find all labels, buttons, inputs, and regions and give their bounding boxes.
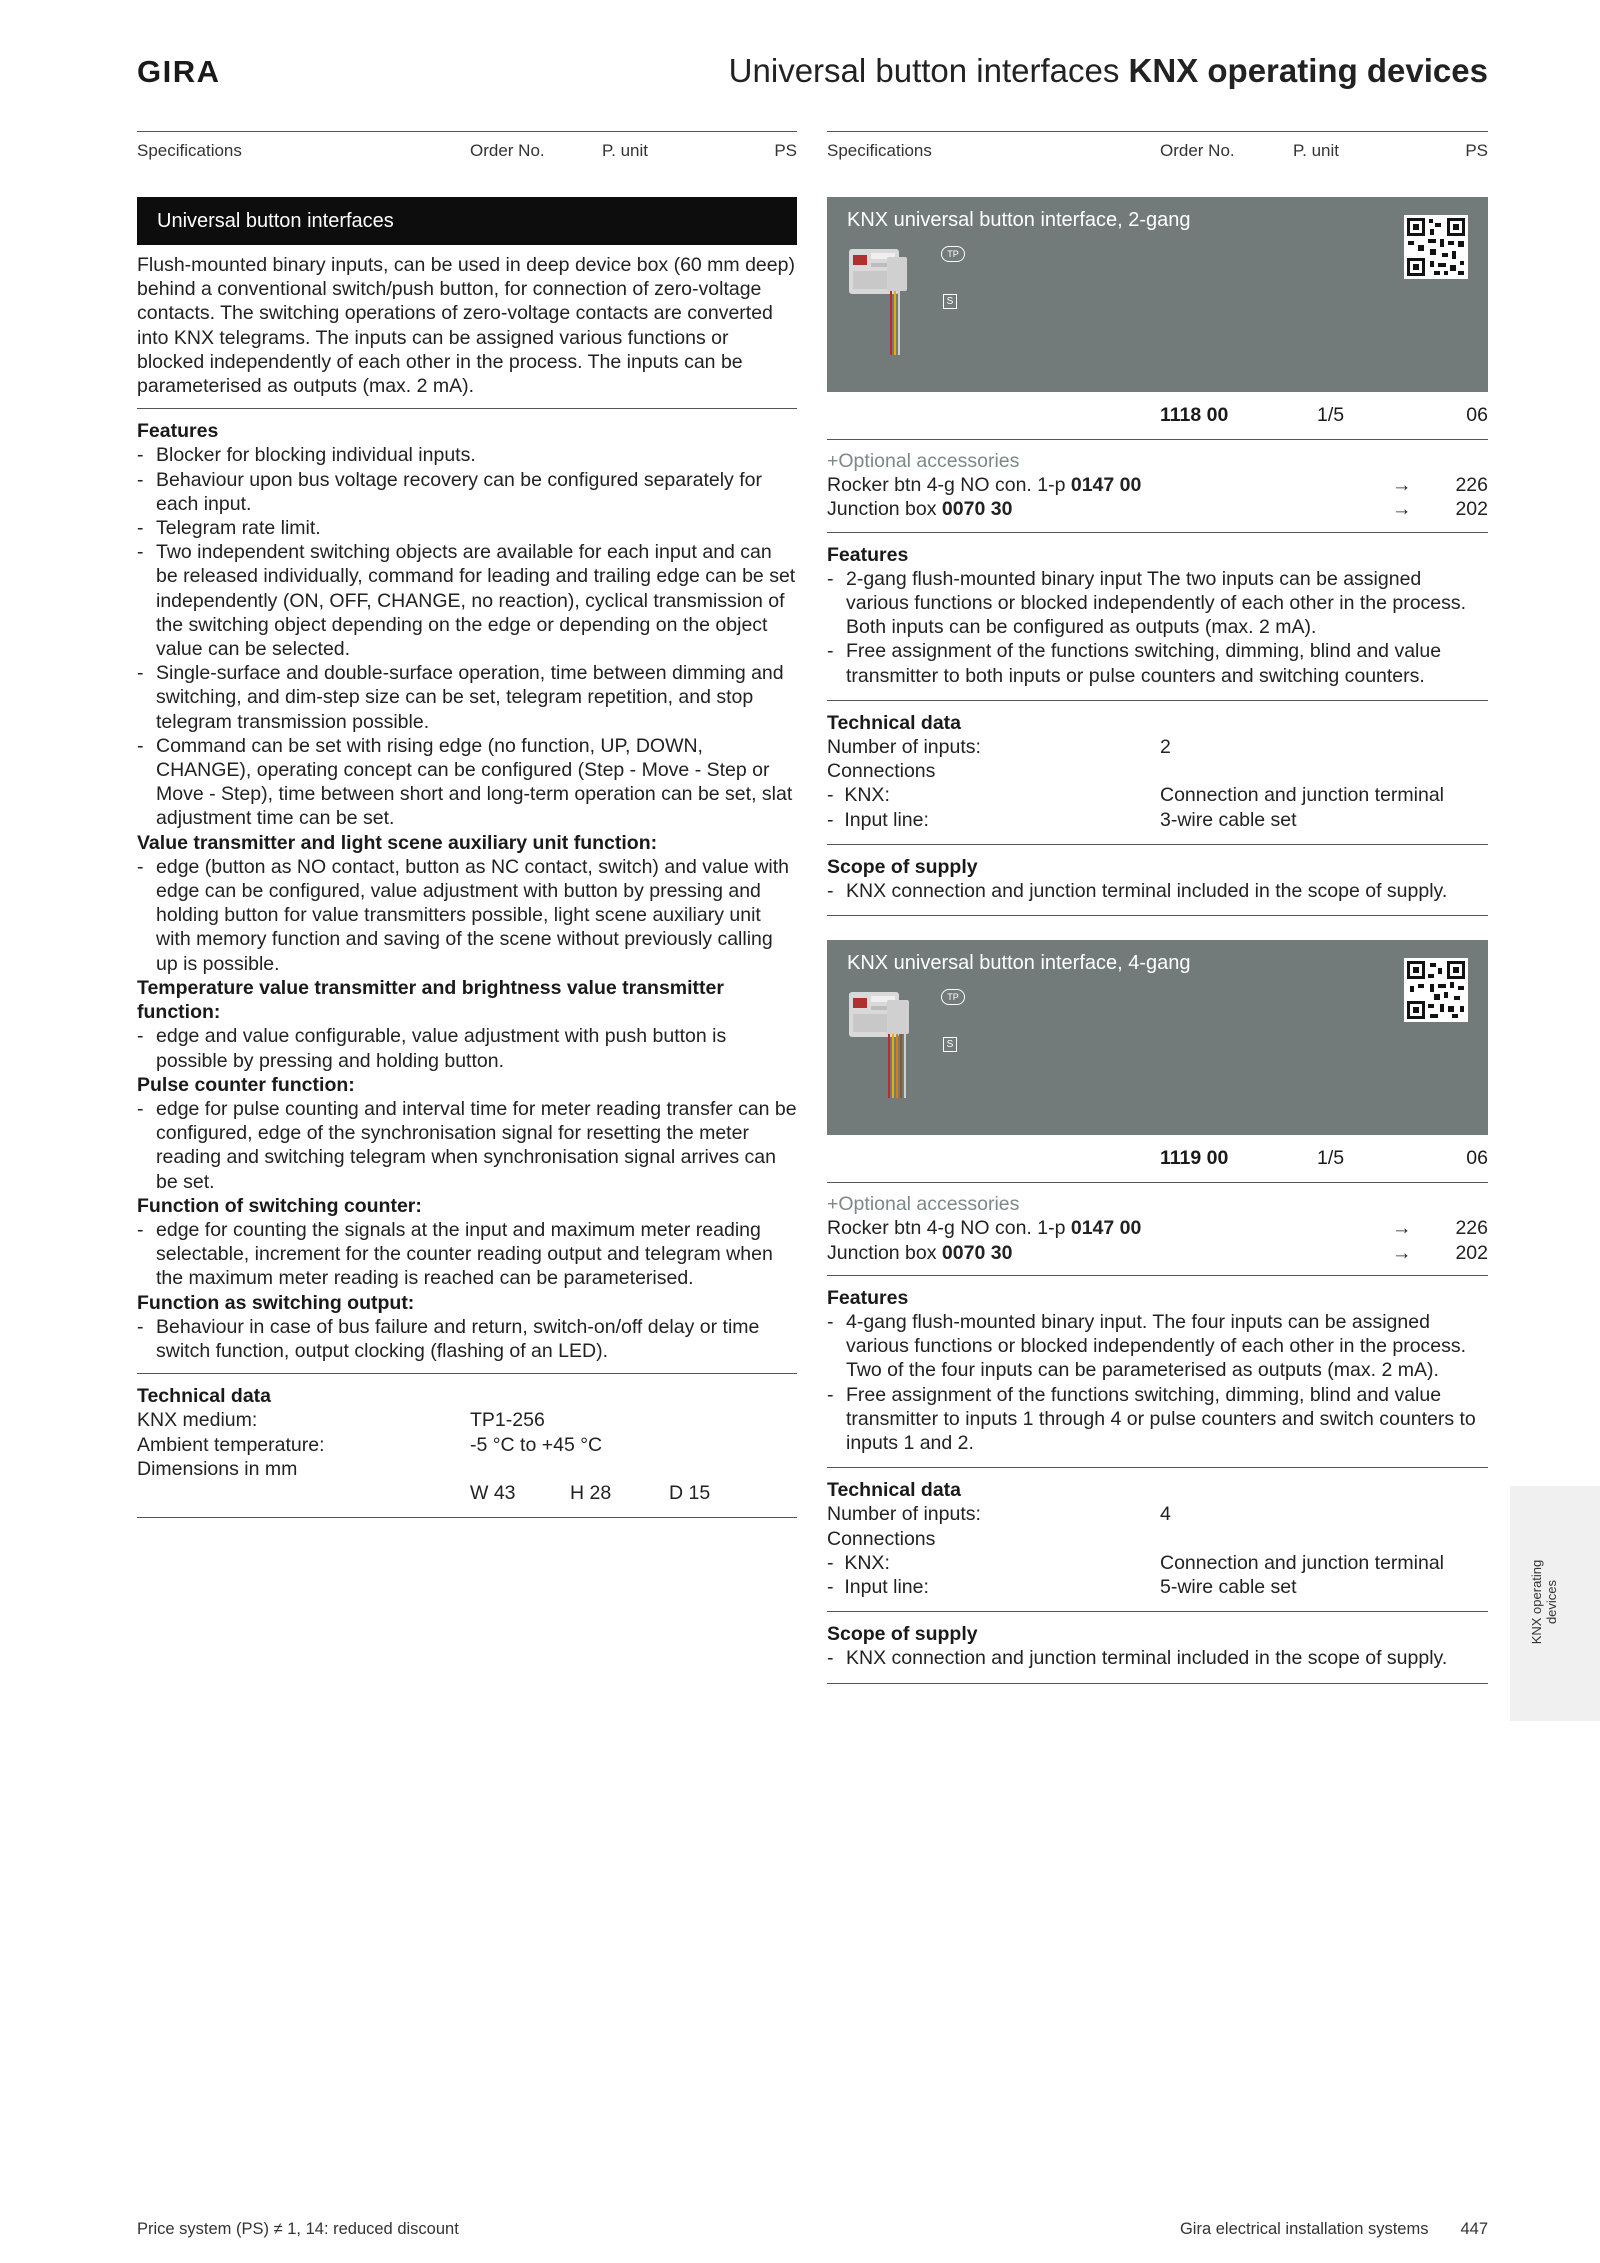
right-column <box>827 131 1488 1684</box>
tech-row-medium <box>137 1408 797 1432</box>
intro-text: Flush-mounted binary inputs, can be used in deep device box (60 mm deep) behind a conventional switch/push button, for connection of zero-voltage contacts. The switching operations of zero-voltage contacts are converted into KNX telegrams. The inputs can be assigned various functions or blocked independently of each other in the process. The inputs can be parameterised as outputs (max. 2 mA). <box>137 254 795 398</box>
side-tab-line-2: devices <box>1544 1579 1559 1625</box>
packing-unit: 1/5 <box>1317 1147 1345 1170</box>
footer-note: Price system (PS) ≠ 1, 14: reduced discount <box>137 2220 459 2238</box>
list-item: - Behaviour in case of bus failure and return, switch-on/off delay or time switch function, output clocking (flashing of an LED). <box>137 1315 797 1363</box>
accessory-page-ref[interactable]: 226 <box>1455 1217 1488 1240</box>
dimension-width: W 43 <box>470 1481 516 1504</box>
page-number: 447 <box>1460 2220 1488 2238</box>
list-item: - edge for counting the signals at the input and maximum meter reading selectable, increment for the counter reading output and telegram when the maximum meter reading is reached can be parameterised. <box>137 1218 797 1291</box>
tech-value: 5-wire cable set <box>1160 1575 1297 1598</box>
arrow-right-icon: → <box>1392 1217 1412 1240</box>
left-column <box>137 131 797 1518</box>
section-title-bar: Universal button interfaces <box>137 197 797 245</box>
footer-right <box>1180 2220 1488 2239</box>
accessory-label: Rocker btn 4-g NO con. 1-p <box>827 474 1066 497</box>
list-item: - Blocker for blocking individual inputs. <box>137 443 797 467</box>
tech-label: - KNX: <box>827 1551 890 1574</box>
tech-row-connections <box>827 1527 1488 1551</box>
tech-row-dimension-values <box>137 1481 797 1505</box>
accessory-order-number: 0147 00 <box>1070 474 1142 497</box>
s-badge: S <box>943 1037 957 1052</box>
product-features-block <box>827 532 1488 700</box>
technical-data-heading: Technical data <box>827 1479 962 1502</box>
tech-label: Connections <box>827 1527 936 1550</box>
tech-label: Connections <box>827 760 936 783</box>
tech-row-input-line <box>827 1575 1488 1599</box>
tech-label: Ambient temperature: <box>137 1433 325 1456</box>
features-list <box>137 443 797 830</box>
pulse-counter-list <box>137 1097 797 1194</box>
tech-label-text: Input line: <box>844 1575 929 1598</box>
product-photo-icon <box>847 990 919 1100</box>
accessory-page-ref[interactable]: 202 <box>1455 498 1488 521</box>
qr-code-icon[interactable] <box>1404 958 1468 1022</box>
header-ps: PS <box>774 141 797 160</box>
tech-row-connections <box>827 759 1488 783</box>
accessory-label: Rocker btn 4-g NO con. 1-p <box>827 1217 1066 1240</box>
brand-logo: GIRA <box>137 54 221 89</box>
switching-output-heading: Function as switching output: <box>137 1291 415 1314</box>
tech-label: - Input line: <box>827 1575 929 1598</box>
tp-badge: TP <box>941 246 965 262</box>
footer-publication: Gira electrical installation systems <box>1179 2220 1429 2238</box>
accessory-page-ref[interactable]: 226 <box>1455 474 1488 497</box>
tech-row-temperature <box>137 1433 797 1457</box>
accessory-page-ref[interactable]: 202 <box>1455 1241 1488 1264</box>
list-item: - edge (button as NO contact, button as NC contact, switch) and value with edge can be configured, value adjustment with button by pressing and holding button for value transmitters possible, light scene auxiliary unit with memory function and saving of the scene without previously calling up is possible. <box>137 855 797 976</box>
temperature-heading: Temperature value transmitter and brightness value transmitter function: <box>137 976 724 1024</box>
product-card-2-gang <box>827 197 1488 392</box>
scope-list <box>827 879 1488 903</box>
accessory-row[interactable] <box>827 497 1488 521</box>
scope-heading: Scope of supply <box>827 1623 978 1646</box>
switching-output-list <box>137 1315 797 1363</box>
tech-label: - Input line: <box>827 808 929 831</box>
accessory-label: Junction box <box>827 1241 937 1264</box>
chapter-side-tab[interactable] <box>1510 1486 1600 1721</box>
header-p-unit: P. unit <box>1293 141 1340 160</box>
price-system: 06 <box>1466 404 1488 426</box>
scope-heading: Scope of supply <box>827 855 978 878</box>
header-specifications: Specifications <box>827 141 932 160</box>
features-heading: Features <box>827 543 909 566</box>
accessories-block <box>827 1183 1488 1275</box>
tech-value: TP1-256 <box>470 1409 545 1432</box>
accessory-row[interactable] <box>827 1216 1488 1240</box>
page-title <box>729 52 1488 90</box>
tech-label-text: Input line: <box>844 808 929 831</box>
product-card-4-gang <box>827 940 1488 1135</box>
tech-row-inputs <box>827 735 1488 759</box>
price-system: 06 <box>1466 1147 1488 1170</box>
product-photo-icon <box>847 247 919 357</box>
product-features-block <box>827 1275 1488 1467</box>
switching-counter-heading: Function of switching counter: <box>137 1194 422 1217</box>
product-technical-data <box>827 1467 1488 1611</box>
scope-of-supply-block <box>827 844 1488 916</box>
header-p-unit: P. unit <box>602 141 649 160</box>
product-technical-data <box>827 700 1488 844</box>
accessory-label: Junction box <box>827 498 937 521</box>
product-title: KNX universal button interface, 4-gang <box>847 952 1191 975</box>
tech-label: Number of inputs: <box>827 736 981 758</box>
qr-code-icon[interactable] <box>1404 215 1468 279</box>
column-header-left <box>137 131 797 159</box>
list-item: - edge for pulse counting and interval time for meter reading transfer can be configured, edge of the synchronisation signal for resetting the meter reading and switching telegram when synchronisation signal arrives can be set. <box>137 1097 797 1194</box>
accessories-heading: +Optional accessories <box>827 1193 1020 1216</box>
order-number: 1119 00 <box>1160 1147 1229 1170</box>
temperature-list <box>137 1024 797 1072</box>
header-order-no: Order No. <box>1160 141 1235 160</box>
scope-of-supply-block <box>827 1611 1488 1683</box>
tech-value: 3-wire cable set <box>1160 808 1297 831</box>
arrow-right-icon: → <box>1392 474 1412 497</box>
tech-value: -5 °C to +45 °C <box>470 1433 603 1456</box>
tech-value: Connection and junction terminal <box>1160 784 1445 807</box>
packing-unit: 1/5 <box>1317 404 1345 426</box>
tech-value: 4 <box>1160 1503 1171 1526</box>
value-transmitter-list <box>137 855 797 976</box>
accessory-order-number: 0147 00 <box>1070 1217 1142 1240</box>
order-row <box>827 392 1488 440</box>
accessories-block <box>827 440 1488 532</box>
tech-value: 2 <box>1160 736 1171 758</box>
features-heading: Features <box>827 1286 909 1309</box>
tech-label-text: KNX: <box>844 784 890 807</box>
technical-data-block <box>137 1373 797 1518</box>
tech-row-knx <box>827 1551 1488 1575</box>
tech-row-knx <box>827 783 1488 807</box>
features-list <box>827 1310 1488 1455</box>
page-title-light: Universal button interfaces <box>728 52 1120 89</box>
list-item: - Behaviour upon bus voltage recovery can be configured separately for each input. <box>137 468 797 516</box>
list-item: - edge and value configurable, value adjustment with push button is possible by pressing and holding button. <box>137 1024 797 1072</box>
accessory-row[interactable] <box>827 473 1488 497</box>
list-item: - Free assignment of the functions switching, dimming, blind and value transmitter to inputs 1 through 4 or pulse counters and switch counters to inputs 1 and 2. <box>827 1383 1488 1456</box>
features-block <box>137 408 797 1363</box>
list-item: - Two independent switching objects are available for each input and can be released individually, command for leading and trailing edge can be set independently (ON, OFF, CHANGE, no reaction), cyclical transmission of the switching object depending on the edge or depending on the object value can be selected. <box>137 540 797 661</box>
column-header-right <box>827 131 1488 159</box>
page-title-bold: KNX operating devices <box>1128 52 1488 89</box>
arrow-right-icon: → <box>1392 498 1412 521</box>
product-title: KNX universal button interface, 2-gang <box>847 209 1191 231</box>
list-item: - 2-gang flush-mounted binary input The two inputs can be assigned various functions or blocked independently of each other in the process. Both inputs can be configured as outputs (max. 2 mA). <box>827 567 1488 640</box>
tech-row-dimensions <box>137 1457 797 1481</box>
tech-row-inputs <box>827 1502 1488 1526</box>
list-item: - Telegram rate limit. <box>137 516 797 540</box>
value-transmitter-heading: Value transmitter and light scene auxiliary unit function: <box>137 831 658 854</box>
list-item: - KNX connection and junction terminal included in the scope of supply. <box>827 879 1488 903</box>
order-row <box>827 1135 1488 1183</box>
accessory-order-number: 0070 30 <box>941 498 1013 521</box>
switching-counter-list <box>137 1218 797 1291</box>
tp-badge: TP <box>941 989 965 1005</box>
tech-label: Dimensions in mm <box>137 1457 298 1480</box>
list-item: - Free assignment of the functions switching, dimming, blind and value transmitter to both inputs or pulse counters and switching counters. <box>827 639 1488 687</box>
side-tab-line-1: KNX operating <box>1529 1559 1544 1645</box>
tech-label: - KNX: <box>827 784 890 807</box>
features-heading: Features <box>137 420 219 443</box>
technical-data-heading: Technical data <box>827 711 962 734</box>
s-badge: S <box>943 294 957 309</box>
dimension-depth: D 15 <box>669 1481 711 1504</box>
tech-label: Number of inputs: <box>827 1503 981 1526</box>
tech-label: KNX medium: <box>137 1409 258 1432</box>
list-item: - KNX connection and junction terminal included in the scope of supply. <box>827 1646 1488 1670</box>
list-item: - Command can be set with rising edge (no function, UP, DOWN, CHANGE), operating concept can be configured (Step - Move - Step or Move - Step), time between short and long-term operation can be set, slat adjustment time can be set. <box>137 734 797 831</box>
list-item: - Single-surface and double-surface operation, time between dimming and switching, and dim-step size can be set, telegram repetition, and stop telegram transmission possible. <box>137 661 797 734</box>
order-number: 1118 00 <box>1160 404 1229 426</box>
header-order-no: Order No. <box>470 141 545 160</box>
tech-value: Connection and junction terminal <box>1160 1551 1445 1574</box>
list-item: - 4-gang flush-mounted binary input. The four inputs can be assigned various functions or blocked independently of each other in the process. Two of the four inputs can be parameterised as outputs (max. 2 mA). <box>827 1310 1488 1383</box>
header-ps: PS <box>1465 141 1488 160</box>
accessories-heading: +Optional accessories <box>827 450 1020 472</box>
tech-row-input-line <box>827 808 1488 832</box>
accessory-row[interactable] <box>827 1241 1488 1265</box>
pulse-counter-heading: Pulse counter function: <box>137 1073 355 1096</box>
accessory-order-number: 0070 30 <box>941 1241 1013 1264</box>
dimension-height: H 28 <box>570 1481 612 1504</box>
header-specifications: Specifications <box>137 141 242 160</box>
scope-list <box>827 1646 1488 1670</box>
side-tab-label <box>1529 1560 1559 1645</box>
features-list <box>827 567 1488 688</box>
arrow-right-icon: → <box>1392 1241 1412 1264</box>
tech-label-text: KNX: <box>844 1551 890 1574</box>
technical-data-heading: Technical data <box>137 1385 272 1408</box>
